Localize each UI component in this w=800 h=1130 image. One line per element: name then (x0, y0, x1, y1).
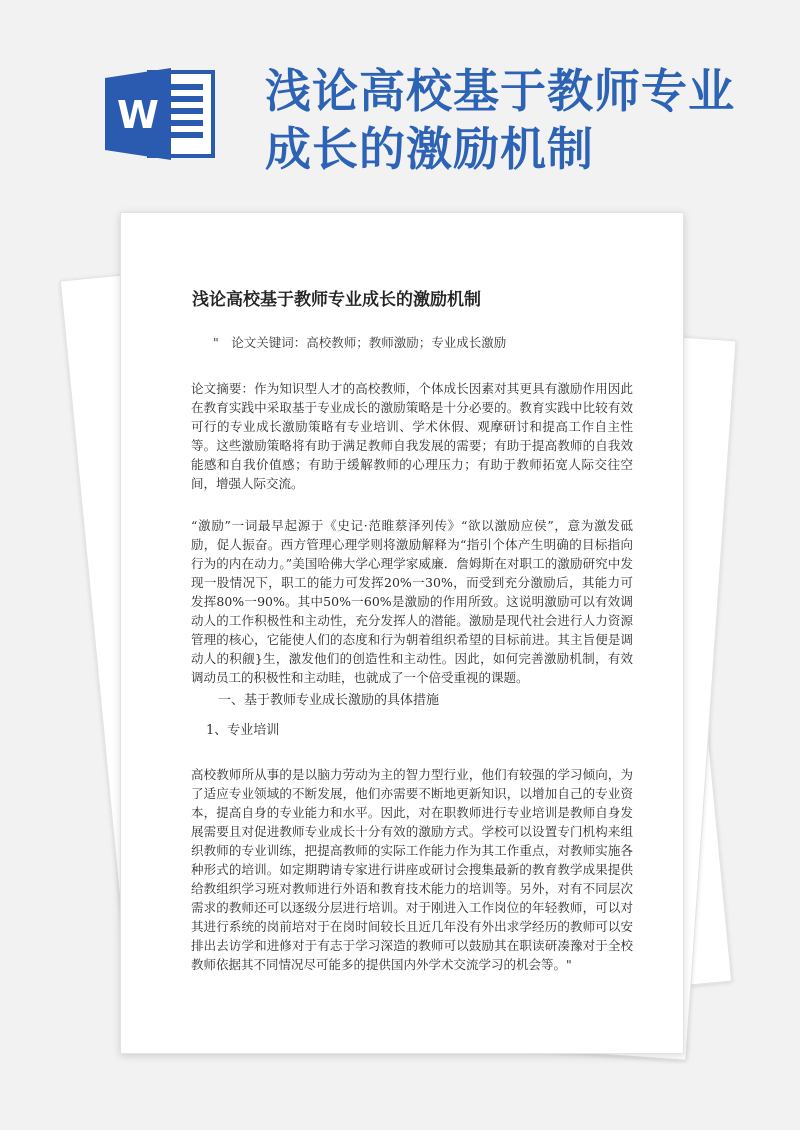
word-document-icon (105, 68, 217, 160)
keywords-line: " 论文关键词：高校教师；教师激励；专业成长激励 (213, 335, 507, 350)
svg-text:W: W (117, 93, 159, 137)
document-page (120, 212, 684, 1054)
document-title: 浅论高校基于教师专业成长的激励机制 (192, 290, 481, 310)
section-heading: 一、基于教师专业成长激励的具体措施 (218, 693, 440, 708)
training-paragraph: 高校教师所从事的是以脑力劳动为主的智力型行业，他们有较强的学习倾向，为了适应专业领域的不断发展，他们亦需要不断地更新知识，以增加自己的专业资本，提高自身的专业能力和水平。因此，对在职教师进行专业培训是教师自身发展需要且对促进教师专业成长十分有效的激励方式。学校可以设置专门机构来组织教师的专业训练，把提高教师的实际工作能力作为其工作重点，对教师实施各种形式的培训。如定期聘请专家进行讲座或研讨会搜集最新的教育教学成果提供给教组织学习班对教师进行外语和教育技术能力的培训等。另外，对有不同层次需求的教师还可以逐级分层进行培训。对于刚进入工作岗位的年轻教师，可以对其进行系统的岗前培对于在岗时间较长且近几年没有外出求学经历的教师可以安排出去访学和进修对于有志于学习深造的教师可以鼓励其在职读研凑豫对于全校教师依据其不同情况尽可能多的提供国内外学术交流学习的机会等。" (191, 767, 633, 972)
subsection-heading: 1、专业培训 (206, 723, 280, 738)
banner-title: 浅论高校基于教师专业 成长的激励机制 (265, 64, 735, 176)
abstract-paragraph: 论文摘要：作为知识型人才的高校教师，个体成长因素对其更具有激励作用因此在教育实践中采取基于专业成长的激励策略是十分必要的。教育实践中比较有效可行的专业成长激励策略有专业培训、学术休假、观摩研讨和提高工作自主性等。这些激励策略将有助于满足教师自我发展的需要；有助于提高教师的自我效能感和自我价值感；有助于缓解教师的心理压力；有助于教师拓宽人际交往空间，增强人际交流。 (191, 381, 633, 491)
intro-paragraph: “激励”一词最早起源于《史记·范睢蔡泽列传》“欲以激励应侯”，意为激发砥励，促人振奋。西方管理心理学则将激励解释为“指引个体产生明确的目标指向行为的内在动力。”美国哈佛大学心理学家威廉．詹姆斯在对职工的激励研究中发现一股情况下，职工的能力可发挥20%一30%，而受到充分激励后，其能力可发挥80%一90%。其中50%一60%是激励的作用所致。这说明激励可以有效调动人的工作积极性和主动性，充分发挥人的潜能。激励是现代社会进行人力资源管理的核心，它能使人们的态度和行为朝着组织希望的目标前进。其主旨便是调动人的积觎}生，激发他们的创造性和主动性。因此，如何完善激励机制，有效调动员工的积极性和主动眭，也就成了一个倍受重视的课题。 (191, 518, 633, 685)
header-banner (0, 0, 800, 200)
